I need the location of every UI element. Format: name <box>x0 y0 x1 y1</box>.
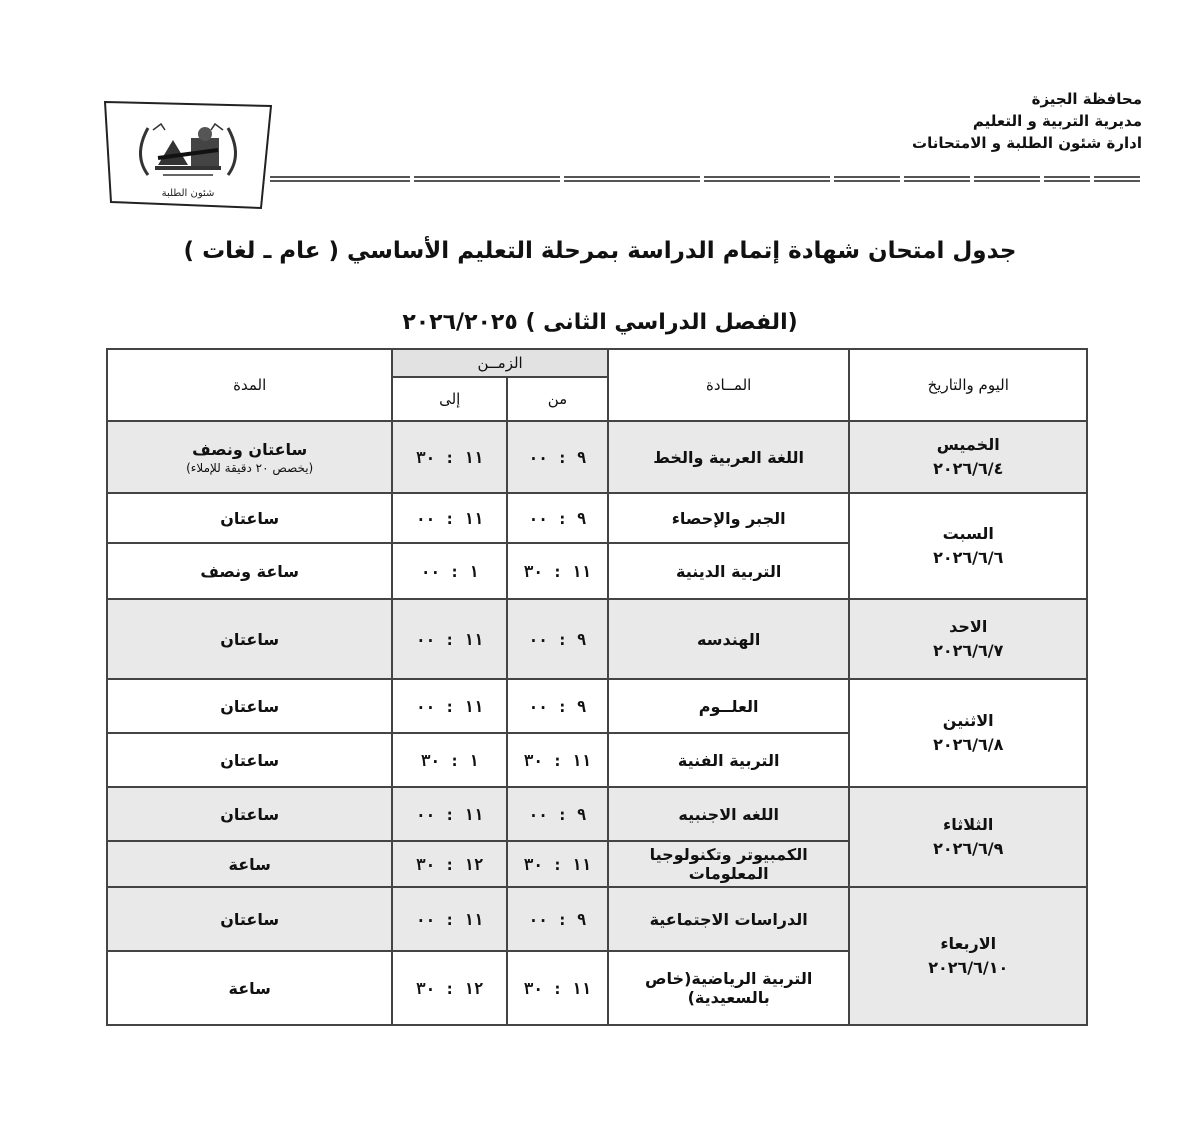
from-cell: ١١ : ٣٠ <box>507 951 608 1025</box>
to-cell: ١٢ : ٣٠ <box>392 841 507 887</box>
header-block <box>722 88 1142 154</box>
day-cell <box>849 887 1087 1025</box>
header-subject: المــادة <box>608 349 850 421</box>
from-cell: ٩ : ٠٠ <box>507 887 608 951</box>
header-duration: المدة <box>107 349 392 421</box>
subject-cell: العلــوم <box>608 679 850 733</box>
duration-text: ساعتان ونصف <box>192 439 308 459</box>
subject-cell: اللغه الاجنبيه <box>608 787 850 841</box>
header-day: اليوم والتاريخ <box>849 349 1087 421</box>
day-cell <box>849 787 1087 887</box>
from-cell: ٩ : ٠٠ <box>507 787 608 841</box>
day-cell <box>849 599 1087 679</box>
duration-cell: ساعتان <box>107 679 392 733</box>
day-date: ٢٠٢٦/٦/٤ <box>933 459 1004 478</box>
day-date: ٢٠٢٦/٦/٩ <box>933 839 1004 858</box>
from-cell: ١١ : ٣٠ <box>507 543 608 599</box>
day-name: الثلاثاء <box>943 815 994 834</box>
header-time: الزمــن <box>392 349 608 377</box>
to-cell: ١٢ : ٣٠ <box>392 951 507 1025</box>
table-row <box>107 679 1087 733</box>
to-cell: ١ : ٣٠ <box>392 733 507 787</box>
duration-cell: ساعة <box>107 841 392 887</box>
to-cell: ١ : ٠٠ <box>392 543 507 599</box>
table-row <box>107 599 1087 679</box>
day-name: السبت <box>942 524 994 543</box>
duration-cell: ساعتان <box>107 493 392 543</box>
to-cell: ١١ : ٣٠ <box>392 421 507 493</box>
duration-note: (يخصص ٢٠ دقيقة للإملاء) <box>186 460 314 475</box>
duration-cell: ساعتان <box>107 599 392 679</box>
from-cell: ١١ : ٣٠ <box>507 733 608 787</box>
duration-cell: ساعة <box>107 951 392 1025</box>
duration-cell: ساعتان <box>107 787 392 841</box>
directorate-label: مديرية التربية و التعليم <box>972 112 1142 130</box>
subject-cell: اللغة العربية والخط <box>608 421 850 493</box>
governorate-label: محافظة الجيزة <box>1031 90 1142 108</box>
page-title: جدول امتحان شهادة إتمام الدراسة بمرحلة التعليم الأساسي ( عام ـ لغات ) <box>183 238 1017 264</box>
to-cell: ١١ : ٠٠ <box>392 679 507 733</box>
day-name: الاحد <box>949 617 988 636</box>
from-cell: ٩ : ٠٠ <box>507 493 608 543</box>
table-row <box>107 787 1087 841</box>
header-from: من <box>507 377 608 421</box>
exam-schedule-table <box>106 348 1088 1026</box>
seal-emblem-icon <box>103 100 273 210</box>
table-row <box>107 887 1087 951</box>
day-date: ٢٠٢٦/٦/٧ <box>933 641 1004 660</box>
page-subtitle: (الفصل الدراسي الثانى ) ٢٠٢٦/٢٠٢٥ <box>402 310 798 335</box>
duration-cell: ساعتان <box>107 733 392 787</box>
subject-cell: الدراسات الاجتماعية <box>608 887 850 951</box>
day-name: الاربعاء <box>940 934 997 953</box>
day-cell <box>849 493 1087 599</box>
to-cell: ١١ : ٠٠ <box>392 787 507 841</box>
day-name: الخميس <box>936 435 1000 454</box>
from-cell: ٩ : ٠٠ <box>507 599 608 679</box>
header-divider <box>270 169 1140 179</box>
subject-cell: الجبر والإحصاء <box>608 493 850 543</box>
duration-cell <box>107 421 392 493</box>
from-cell: ٩ : ٠٠ <box>507 679 608 733</box>
from-cell: ١١ : ٣٠ <box>507 841 608 887</box>
subject-cell: الكمبيوتر وتكنولوجيا المعلومات <box>608 841 850 887</box>
day-date: ٢٠٢٦/٦/٨ <box>933 735 1004 754</box>
duration-cell: ساعتان <box>107 887 392 951</box>
day-date: ٢٠٢٦/٦/٦ <box>933 548 1004 567</box>
subject-cell: التربية الرياضية(خاص بالسعيدية) <box>608 951 850 1025</box>
logo-caption: شئون الطلبة <box>161 188 215 199</box>
subject-cell: التربية الفنية <box>608 733 850 787</box>
to-cell: ١١ : ٠٠ <box>392 493 507 543</box>
to-cell: ١١ : ٠٠ <box>392 887 507 951</box>
day-name: الاثنين <box>942 711 994 730</box>
to-cell: ١١ : ٠٠ <box>392 599 507 679</box>
day-date: ٢٠٢٦/٦/١٠ <box>928 958 1009 977</box>
subject-cell: التربية الدينية <box>608 543 850 599</box>
from-cell: ٩ : ٠٠ <box>507 421 608 493</box>
day-cell <box>849 679 1087 787</box>
header-to: إلى <box>392 377 507 421</box>
table-row <box>107 493 1087 543</box>
table-row <box>107 421 1087 493</box>
day-cell <box>849 421 1087 493</box>
duration-cell: ساعة ونصف <box>107 543 392 599</box>
subject-cell: الهندسه <box>608 599 850 679</box>
department-label: ادارة شئون الطلبة و الامتحانات <box>912 134 1142 152</box>
